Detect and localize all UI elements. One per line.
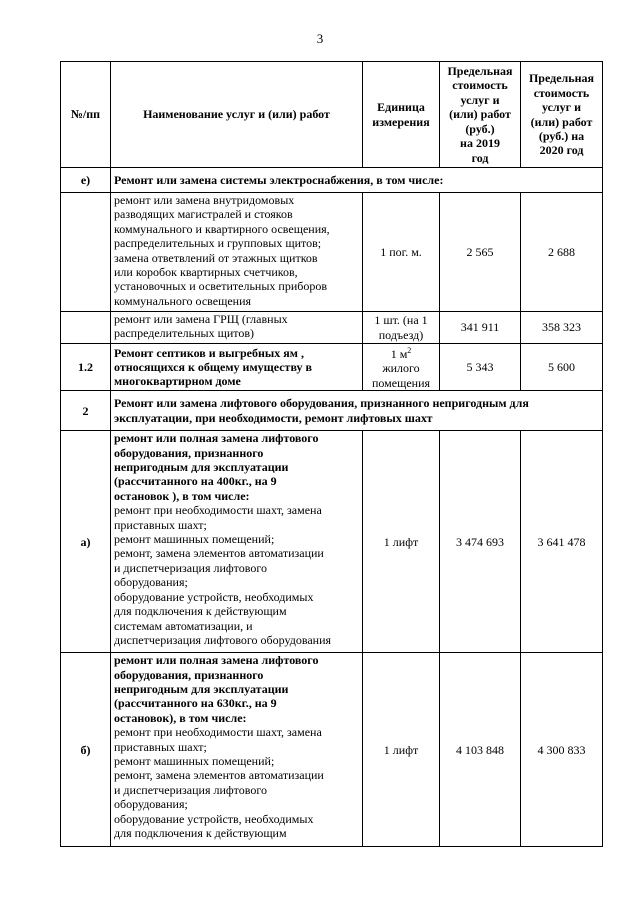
- row-price-2020: 4 300 833: [521, 653, 603, 847]
- desc-line-bold: остановок), в том числе:: [114, 710, 247, 725]
- desc-line: оборудования;: [114, 797, 188, 812]
- unit-line: подъезд): [378, 327, 424, 342]
- unit-superscript: 2: [407, 346, 412, 355]
- section-title-line: эксплуатации, при необходимости, ремонт лифтовых шахт: [114, 410, 433, 425]
- row-unit: [363, 344, 440, 391]
- header-name: Наименование услуг и (или) работ: [111, 62, 363, 168]
- header-unit-line: измерения: [372, 114, 430, 129]
- desc-line-bold: (рассчитанного на 400кг., на 9: [114, 474, 277, 489]
- header-price-line: услуг и: [541, 100, 582, 115]
- row-number: е): [61, 168, 111, 193]
- desc-line: ремонт при необходимости шахт, замена: [114, 503, 322, 518]
- desc-line: и диспетчеризация лифтового: [114, 560, 267, 575]
- table-row-e2: [61, 312, 603, 344]
- row-number: б): [61, 653, 111, 847]
- desc-line: разводящих магистралей и стояков: [114, 207, 293, 222]
- desc-line: многоквартирном доме: [114, 374, 241, 389]
- row-number: а): [61, 431, 111, 653]
- unit-line: [366, 344, 436, 361]
- header-price-line: (руб.) на: [538, 128, 585, 143]
- row-description: [111, 431, 363, 653]
- desc-line-bold: ремонт или полная замена лифтового: [114, 653, 319, 668]
- row-price-2020: 358 323: [521, 312, 603, 344]
- desc-line: ремонт машинных помещений;: [114, 754, 275, 769]
- section-row-e: [61, 168, 603, 193]
- section-title-line: Ремонт или замена лифтового оборудования, признанного непригодным для: [114, 396, 529, 411]
- table-row-a: [61, 431, 603, 653]
- desc-line-bold: непригодным для эксплуатации: [114, 682, 289, 697]
- desc-line: оборудование устройств, необходимых: [114, 811, 314, 826]
- header-price-2019: [440, 62, 521, 168]
- desc-line: ремонт, замена элементов автоматизации: [114, 768, 324, 783]
- row-price-2019: 3 474 693: [440, 431, 521, 653]
- row-unit: 1 лифт: [363, 653, 440, 847]
- desc-line: коммунального освещения: [114, 293, 252, 308]
- table-row-e1: [61, 193, 603, 312]
- header-price-line: год: [471, 150, 489, 165]
- desc-line-bold: оборудования, признанного: [114, 667, 264, 682]
- row-number: 1.2: [61, 344, 111, 391]
- section-row-2: [61, 391, 603, 431]
- header-price-line: стоимость: [533, 85, 590, 100]
- desc-line: установочных и осветительных приборов: [114, 279, 328, 294]
- row-number: 2: [61, 391, 111, 431]
- row-price-2020: 3 641 478: [521, 431, 603, 653]
- desc-line: ремонт или замена внутридомовых: [114, 193, 295, 207]
- unit-line: помещения: [371, 375, 431, 390]
- header-price-line: (или) работ: [449, 107, 511, 122]
- row-price-2020: 2 688: [521, 193, 603, 312]
- row-price-2019: 2 565: [440, 193, 521, 312]
- row-description: [111, 653, 363, 847]
- desc-line: диспетчеризация лифтового оборудования: [114, 632, 332, 647]
- desc-line: оборудования;: [114, 575, 188, 590]
- header-price-line: 2020 год: [539, 143, 584, 158]
- row-number-empty: [61, 193, 111, 312]
- desc-line-bold: остановок ), в том числе:: [114, 488, 250, 503]
- desc-line: для подключения к действующим: [114, 604, 287, 619]
- desc-line: относящихся к общему имуществу в: [114, 359, 312, 374]
- desc-line: оборудование устройств, необходимых: [114, 589, 314, 604]
- unit-line: 1 шт. (на 1: [374, 313, 428, 328]
- desc-line: ремонт машинных помещений;: [114, 532, 275, 547]
- desc-line: коммунального и квартирного освещения,: [114, 221, 330, 236]
- header-price-line: стоимость: [452, 78, 508, 93]
- header-price-line: на 2019: [460, 136, 500, 151]
- desc-line: для подключения к действующим: [114, 826, 287, 841]
- row-description: [111, 193, 363, 312]
- row-price-2019: 5 343: [440, 344, 521, 391]
- row-unit: 1 лифт: [363, 431, 440, 653]
- page-number: 3: [316, 31, 324, 46]
- row-description: [111, 312, 363, 344]
- header-price-line: услуг и: [460, 92, 500, 107]
- desc-line-bold: ремонт или полная замена лифтового: [114, 431, 319, 446]
- header-number: №/пп: [61, 62, 111, 168]
- unit-line: жилого: [382, 361, 420, 376]
- table-row-1-2: [61, 344, 603, 391]
- row-unit: 1 пог. м.: [363, 193, 440, 312]
- row-price-2020: 5 600: [521, 344, 603, 391]
- desc-line: ремонт, замена элементов автоматизации: [114, 546, 324, 561]
- section-title: [111, 391, 603, 431]
- header-price-line: (руб.): [465, 121, 495, 136]
- row-price-2019: 341 911: [440, 312, 521, 344]
- header-unit: [363, 62, 440, 168]
- section-title: Ремонт или замена системы электроснабжения, в том числе:: [111, 168, 603, 193]
- desc-line-bold: непригодным для эксплуатации: [114, 460, 289, 475]
- row-unit: [363, 312, 440, 344]
- header-price-2020: [521, 62, 603, 168]
- desc-line-bold: оборудования, признанного: [114, 445, 264, 460]
- desc-line: или коробок квартирных счетчиков,: [114, 265, 298, 280]
- desc-line: приставных шахт;: [114, 517, 207, 532]
- price-table: [60, 61, 603, 847]
- desc-line: замена ответвлений от этажных щитков: [114, 250, 318, 265]
- unit-main: 1 м: [390, 347, 408, 361]
- header-price-line: (или) работ: [530, 114, 593, 129]
- desc-line: приставных шахт;: [114, 739, 207, 754]
- desc-line: распределительных и групповых щитов;: [114, 236, 322, 251]
- desc-line: системам автоматизации, и: [114, 618, 253, 633]
- desc-line: распределительных щитов): [114, 326, 255, 341]
- row-description: [111, 344, 363, 391]
- row-number-empty: [61, 312, 111, 344]
- header-row: [61, 62, 603, 168]
- desc-line: и диспетчеризация лифтового: [114, 782, 267, 797]
- desc-line-bold: (рассчитанного на 630кг., на 9: [114, 696, 277, 711]
- header-price-line: Предельная: [447, 64, 513, 79]
- header-unit-line: Единица: [377, 100, 425, 115]
- desc-line: Ремонт септиков и выгребных ям ,: [114, 345, 304, 360]
- header-price-line: Предельная: [528, 71, 595, 86]
- row-price-2019: 4 103 848: [440, 653, 521, 847]
- desc-line: ремонт или замена ГРЩ (главных: [114, 312, 288, 326]
- desc-line: ремонт при необходимости шахт, замена: [114, 725, 322, 740]
- table-row-b: [61, 653, 603, 847]
